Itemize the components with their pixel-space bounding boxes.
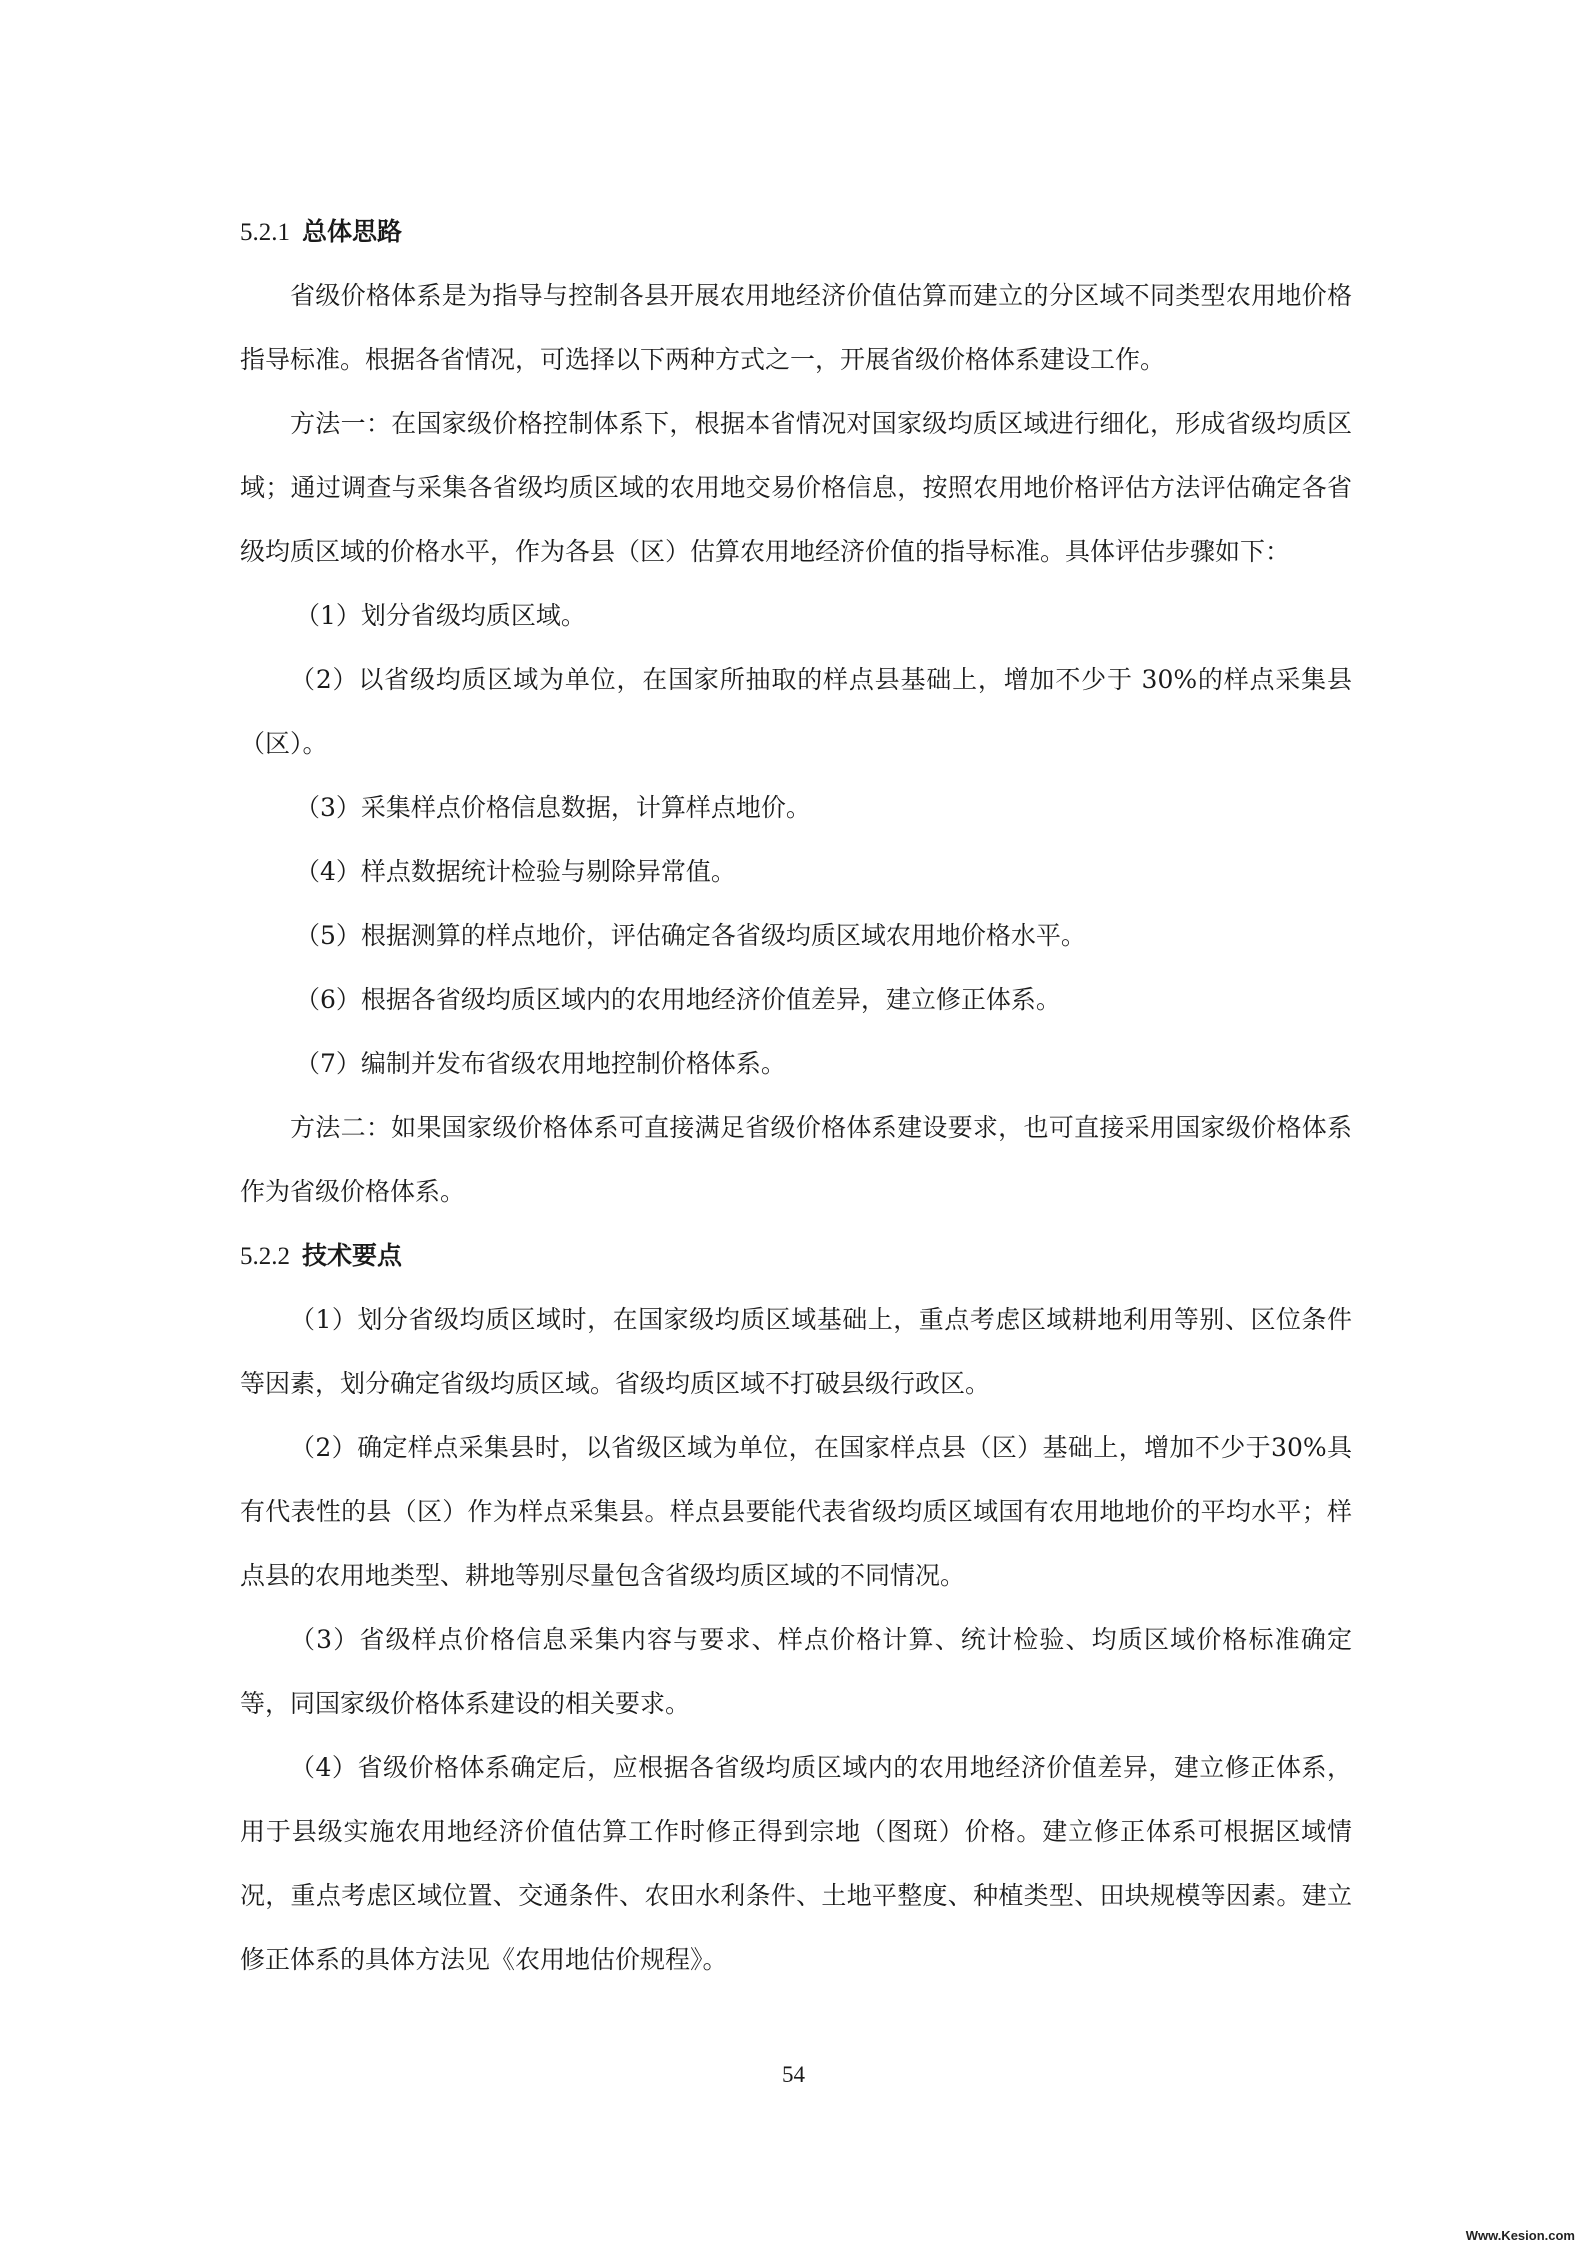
list-item: （3）采集样点价格信息数据，计算样点地价。: [295, 793, 811, 822]
list-item: （7）编制并发布省级农用地控制价格体系。: [295, 1049, 786, 1078]
paragraph: （4）省级价格体系确定后，应根据各省级均质区域内的农用地经济价值差异，建立修正体系，用于县级实施农用地经济价值估算工作时修正得到宗地（图斑）价格。建立修正体系可根据区域情况，重点考虑区域位置、交通条件、农田水利条件、土地平整度、种植类型、田块规模等因素。建立修正体系的具体方法见《农用地估价规程》。: [240, 1753, 1352, 1974]
list-item: （6）根据各省级均质区域内的农用地经济价值差异，建立修正体系。: [295, 985, 1061, 1014]
paragraph: （3）省级样点价格信息采集内容与要求、样点价格计算、统计检验、均质区域价格标准确定等，同国家级价格体系建设的相关要求。: [240, 1625, 1352, 1718]
paragraph: 省级价格体系是为指导与控制各县开展农用地经济价值估算而建立的分区域不同类型农用地价格指导标准。根据各省情况，可选择以下两种方式之一，开展省级价格体系建设工作。: [240, 281, 1352, 374]
list-item: （4）样点数据统计检验与剔除异常值。: [295, 857, 736, 886]
document-body: [240, 200, 1352, 1992]
list-item: （2）以省级均质区域为单位，在国家所抽取的样点县基础上，增加不少于 30%的样点采集县（区）。: [240, 665, 1352, 758]
section-number: 5.2.1: [240, 219, 290, 246]
paragraph: 方法二：如果国家级价格体系可直接满足省级价格体系建设要求，也可直接采用国家级价格体系作为省级价格体系。: [240, 1113, 1352, 1206]
section-title: 技术要点: [302, 1241, 403, 1270]
watermark: Www.Kesion.com: [1465, 2228, 1575, 2243]
section-heading-5-2-1: [240, 200, 1352, 264]
list-item: （1）划分省级均质区域。: [295, 601, 586, 630]
section-number: 5.2.2: [240, 1243, 290, 1270]
section-heading-5-2-2: [240, 1224, 1352, 1288]
list-item: （5）根据测算的样点地价，评估确定各省级均质区域农用地价格水平。: [295, 921, 1086, 950]
paragraph: （2）确定样点采集县时，以省级区域为单位，在国家样点县（区）基础上，增加不少于30%具有代表性的县（区）作为样点采集县。样点县要能代表省级均质区域国有农用地地价的平均水平；样点县的农用地类型、耕地等别尽量包含省级均质区域的不同情况。: [240, 1433, 1352, 1590]
section-title: 总体思路: [302, 217, 403, 246]
paragraph: 方法一：在国家级价格控制体系下，根据本省情况对国家级均质区域进行细化，形成省级均质区域；通过调查与采集各省级均质区域的农用地交易价格信息，按照农用地价格评估方法评估确定各省级均质区域的价格水平，作为各县（区）估算农用地经济价值的指导标准。具体评估步骤如下：: [240, 409, 1352, 566]
paragraph: （1）划分省级均质区域时，在国家级均质区域基础上，重点考虑区域耕地利用等别、区位条件等因素，划分确定省级均质区域。省级均质区域不打破县级行政区。: [240, 1305, 1352, 1398]
page-number: 54: [782, 2062, 805, 2087]
